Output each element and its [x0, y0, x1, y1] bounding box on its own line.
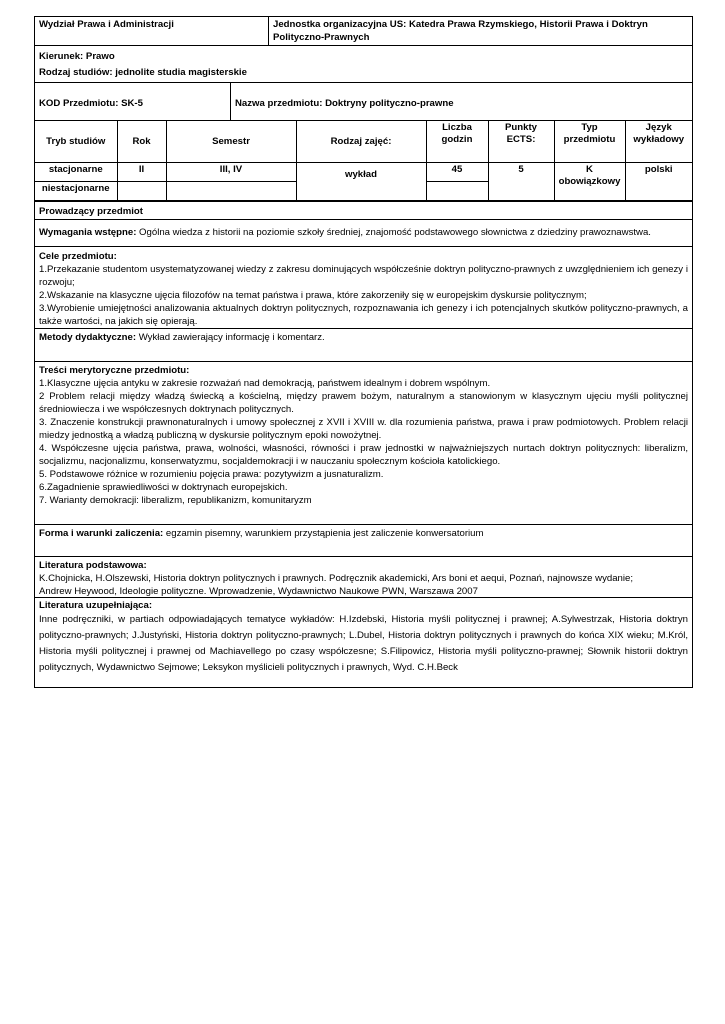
unit-cell: Jednostka organizacyjna US: Katedra Prawa Rzymskiego, Historii Prawa i Doktryn Polityczno-Prawnych — [273, 19, 648, 43]
row1-hours: 45 — [426, 163, 488, 182]
assessment-label: Forma i warunki zaliczenia: — [39, 528, 164, 539]
content-section — [34, 361, 693, 524]
goal-item-1: 1.Przekazanie studentom usystematyzowanej wiedzy z zakresu dominujących współcześnie doktryn polityczno-prawnych z uwzględnieniem ich genezy i rozwoju; — [39, 264, 688, 288]
field-of-study: Kierunek: Prawo — [39, 51, 115, 62]
row1-ects: 5 — [488, 163, 554, 201]
content-item-4: 4. Współczesne ujęcia państwa, prawa, wolności, własności, równości i praw jednostki w najważniejszych nurtach doktryn politycznych: liberalizm, socjalizmu, nacjonalizmu, konserwatyzmu, socjaldemokracji i w nauczaniu społecznym kościoła katolickiego. — [39, 443, 688, 467]
lecturer-label: Prowadzący przedmiot — [34, 201, 693, 219]
subject-name: Nazwa przedmiotu: Doktryny polityczno-prawne — [235, 98, 454, 109]
header-class-type: Rodzaj zajęć: — [296, 121, 426, 163]
methods-text: Wykład zawierający informację i komentarz. — [136, 332, 325, 343]
content-label: Treści merytoryczne przedmiotu: — [39, 365, 190, 376]
row1-year: II — [117, 163, 166, 182]
header-mode: Tryb studiów — [35, 121, 117, 163]
content-item-7: 7. Warianty demokracji: liberalizm, republikanizm, komunitaryzm — [39, 495, 312, 506]
header-subject-type: Typ przedmiotu — [554, 121, 625, 163]
content-item-3: 3. Znaczenie konstrukcji prawnonaturalnych i umowy społecznej z XVII i XVIII w. dla rozumienia państwa, prawa i praw podmiotowych. Problem relacji miedzy jednostką a władzą publiczną w dyskursie politycznym epoki nowożytnej. — [39, 417, 688, 441]
goal-item-3: 3.Wyrobienie umiejętności analizowania aktualnych doktryn politycznych, rozpoznawania ich genezy i ich potencjalnych skutków polityczno-prawnych, a także wartości, na jakich się opierają. — [39, 303, 688, 327]
literature-extra-section — [34, 597, 693, 688]
faculty-cell: Wydział Prawa i Administracji — [35, 17, 269, 45]
methods-label: Metody dydaktyczne: — [39, 332, 137, 343]
row2-semester — [166, 182, 296, 201]
row2-year — [117, 182, 166, 201]
program-section — [34, 45, 693, 82]
header-language: Język wykładowy — [625, 121, 692, 163]
goal-item-2: 2.Wskazanie na klasyczne ujęcia filozofów na temat państwa i prawa, które zakorzeniły się w europejskim dyskursie politycznym; — [39, 290, 587, 301]
row1-semester: III, IV — [166, 163, 296, 182]
header-year: Rok — [117, 121, 166, 163]
study-type: Rodzaj studiów: jednolite studia magisterskie — [39, 67, 247, 78]
assessment-text: egzamin pisemny, warunkiem przystąpienia jest zaliczenie konwersatorium — [163, 528, 484, 539]
content-item-2: 2 Problem relacji między władzą świecką a kościelną, między prawem bożym, naturalnym a stanowionym w klasycznym ujęciu myśli politycznej średniowiecza i we współczesnych doktrynach politycznych. — [39, 391, 688, 415]
study-grid — [35, 120, 692, 201]
row2-mode: niestacjonarne — [35, 182, 117, 201]
prerequisites-text: Ogólna wiedza z historii na poziomie szkoły średniej, znajomość podstawowego słownictwa z dziedziny prawoznawstwa. — [136, 227, 651, 238]
header-row — [34, 16, 693, 45]
header-ects: Punkty ECTS: — [488, 121, 554, 163]
literature-basic-section — [34, 556, 693, 597]
content-item-6: 6.Zagadnienie sprawiedliwości w doktrynach europejskich. — [39, 482, 288, 493]
prerequisites-section — [34, 219, 693, 246]
assessment-section — [34, 524, 693, 556]
literature-basic-item-2: Andrew Heywood, Ideologie polityczne. Wprowadzenie, Wydawnictwo Naukowe PWN, Warszawa 2007 — [39, 586, 478, 597]
row1-language: polski — [625, 163, 692, 201]
literature-basic-item-1: K.Chojnicka, H.Olszewski, Historia doktryn politycznych i prawnych. Podręcznik akademicki, Ars boni et aequi, Poznań, najnowsze wydanie; — [39, 573, 634, 584]
syllabus-document — [34, 16, 693, 688]
literature-basic-label: Literatura podstawowa: — [39, 560, 147, 571]
goals-section — [34, 246, 693, 328]
literature-extra-text: Inne podręczniki, w partiach odpowiadających tematyce wykładów: H.Izdebski, Historia myśli politycznej i prawnej; A.Sylwestrzak, Historia doktryn polityczno-prawnych; J.Justyński, Historia doktryn polityczno-prawnych; L.Dubel, Historia doktryn politycznych i prawnych do końca XIX wieku; M.Król, Historia myśli politycznej i prawnej od Machiavellego po czasy współczesne; S.Filipowicz, Historia myśli polityczno-prawnej; Słownik historii doktryn politycznych, Wydawnictwo Sejmowe; Leksykon myślicieli politycznych i prawnych, Wyd. C.H.Beck — [39, 614, 688, 673]
literature-extra-label: Literatura uzupełniająca: — [39, 600, 153, 611]
header-semester: Semestr — [166, 121, 296, 163]
row1-mode: stacjonarne — [35, 163, 117, 182]
subject-row — [34, 82, 693, 120]
content-item-5: 5. Podstawowe różnice w rozumieniu pojęcia prawa: pozytywizm a jusnaturalizm. — [39, 469, 384, 480]
row2-hours — [426, 182, 488, 201]
goals-label: Cele przedmiotu: — [39, 251, 117, 262]
methods-section — [34, 328, 693, 361]
row1-subject-type: K obowiązkowy — [554, 163, 625, 201]
grid-section — [34, 120, 693, 201]
subject-code: KOD Przedmiotu: SK-5 — [35, 83, 231, 120]
prerequisites-label: Wymagania wstępne: — [39, 227, 137, 238]
header-hours: Liczba godzin — [426, 121, 488, 163]
content-item-1: 1.Klasyczne ujęcia antyku w zakresie rozważań nad demokracją, państwem idealnym i dobrem wspólnym. — [39, 378, 491, 389]
row1-class-type: wykład — [296, 163, 426, 201]
